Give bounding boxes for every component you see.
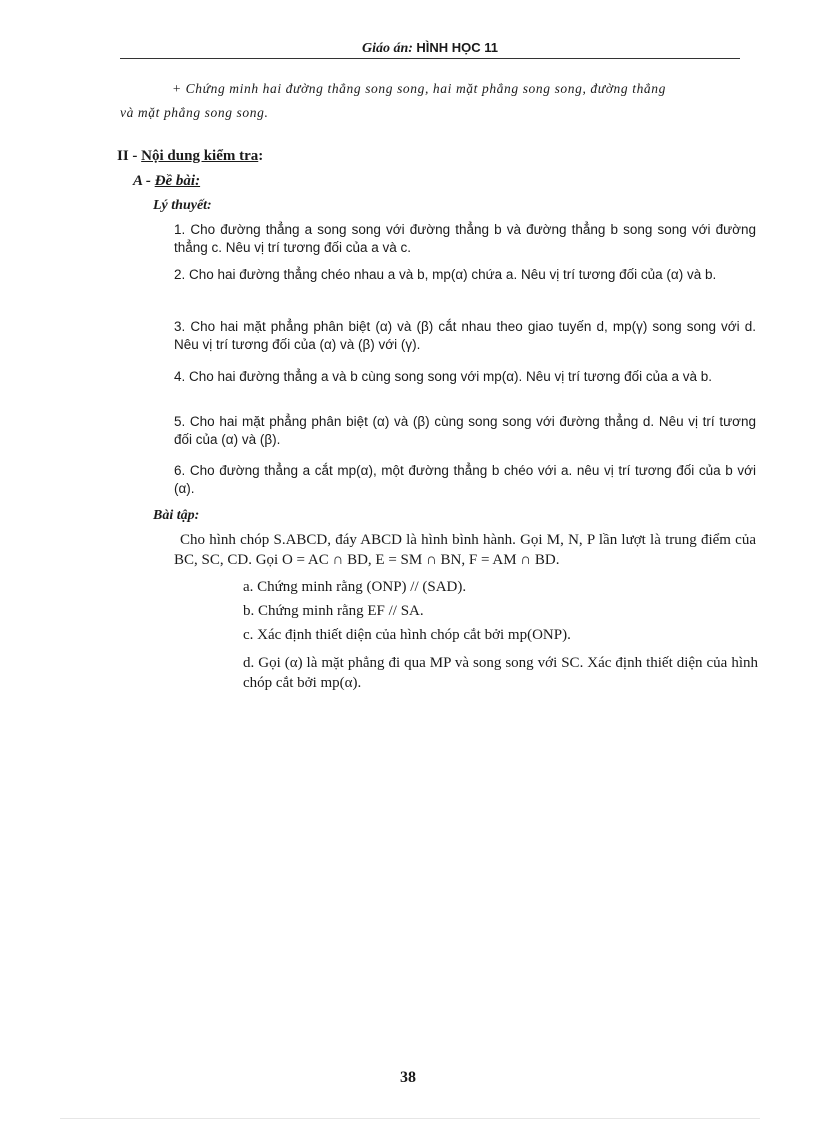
- header-subject: HÌNH HỌC 11: [416, 40, 499, 55]
- exercise-problem-text: Cho hình chóp S.ABCD, đáy ABCD là hình bình hành. Gọi M, N, P lần lượt là trung điểm của BC, SC, CD. Gọi O = AC ∩ BD, E = SM ∩ BN, F = AM ∩ BD.: [174, 532, 756, 568]
- theory-question-2: 2. Cho hai đường thẳng chéo nhau a và b, mp(α) chứa a. Nêu vị trí tương đối của (α) và b.: [174, 267, 717, 282]
- exercise-part-d: d. Gọi (α) là mặt phẳng đi qua MP và song song với SC. Xác định thiết diện của hình chóp cắt bởi mp(α).: [243, 655, 758, 691]
- exercise-problem: [174, 530, 756, 570]
- intro-line-1: + Chứng minh hai đường thẳng song song, hai mặt phẳng song song, đường thẳng: [172, 81, 666, 96]
- subsection-heading: [133, 173, 200, 190]
- theory-question-6: 6. Cho đường thẳng a cắt mp(α), một đường thẳng b chéo với a. nêu vị trí tương đối của b với (α).: [174, 463, 756, 496]
- header-label: Giáo án:: [361, 41, 413, 56]
- section-heading: [117, 148, 263, 165]
- exercise-label: Bài tập:: [153, 508, 200, 523]
- header-divider: [120, 58, 740, 59]
- section-number: II -: [117, 148, 138, 164]
- exercise-part-c: c. Xác định thiết diện của hình chóp cắt bởi mp(ONP).: [243, 627, 571, 643]
- page-number: 38: [400, 1069, 416, 1086]
- intro-paragraph: [120, 77, 755, 125]
- theory-question-3: 3. Cho hai mặt phẳng phân biệt (α) và (β) cắt nhau theo giao tuyến d, mp(γ) song song với d. Nêu vị trí tương đối của (α) và (β) với (γ).: [174, 319, 756, 352]
- bottom-divider: [60, 1118, 760, 1119]
- subsection-title: Đề bài:: [154, 173, 201, 189]
- theory-question-5: 5. Cho hai mặt phẳng phân biệt (α) và (β) cùng song song với đường thẳng d. Nêu vị trí tương đối của (α) và (β).: [174, 414, 756, 447]
- theory-question-4: 4. Cho hai đường thẳng a và b cùng song song với mp(α). Nêu vị trí tương đối của a và b.: [174, 369, 712, 384]
- subsection-prefix: A -: [133, 173, 151, 189]
- theory-question-1: 1. Cho đường thẳng a song song với đường thẳng b và đường thẳng b song song với đường thẳng c. Nêu vị trí tương đối của a và c.: [174, 222, 756, 255]
- theory-label: Lý thuyết:: [153, 198, 212, 213]
- section-colon: :: [258, 148, 264, 164]
- exercise-part-a: a. Chứng minh rằng (ONP) // (SAD).: [243, 579, 467, 595]
- exercise-part-b: b. Chứng minh rằng EF // SA.: [243, 603, 424, 619]
- intro-line-2: và mặt phẳng song song.: [120, 105, 269, 120]
- page-header: [120, 40, 740, 57]
- section-title: Nội dung kiểm tra: [141, 148, 259, 164]
